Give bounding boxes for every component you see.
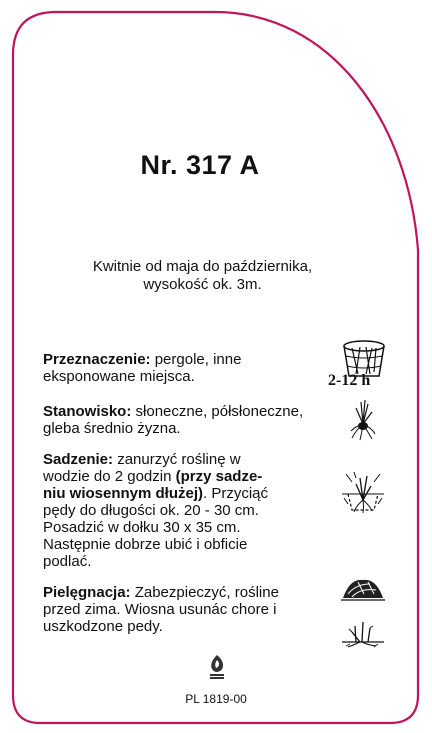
planting-heading: Sadzenie: <box>43 451 114 468</box>
site-heading: Stanowisko: <box>43 403 132 420</box>
mulch-cover-icon <box>340 574 386 602</box>
soak-time: 2-12 h <box>328 372 371 389</box>
variety-number: Nr. 317 A <box>140 150 260 180</box>
bloom-info: Kwitnie od maja do października, wysokość ok. 3m. <box>92 258 313 293</box>
section-purpose: Przeznaczenie: pergole, inne eksponowane miejsca. <box>43 351 242 385</box>
care-heading: Pielęgnacja: <box>43 584 131 601</box>
purpose-heading: Przeznaczenie: <box>43 351 151 368</box>
pruned-shoots-icon <box>340 618 386 648</box>
section-care: Pielęgnacja: Zabezpieczyć, rośline przed zima. Wiosna usunác chore i uszkodzone pedy. <box>43 584 279 635</box>
bare-root-plant-icon <box>348 398 378 442</box>
section-site: Stanowisko: słoneczne, półsłoneczne, gleba średnio żyzna. <box>43 403 304 437</box>
flame-logo-icon <box>208 654 226 680</box>
planting-hole-icon <box>338 470 388 518</box>
section-planting: Sadzenie: zanurzyć roślinę w wodzie do 2 godzin (przy sadze- niu wiosennym dłużej). Przyciąć pędy do długości ok. 20 - 30 cm. Posadzić w dołku 30 x 35 cm. Następnie dobrze ubić i obficie podlać. <box>43 451 269 570</box>
soaking-bucket-icon <box>340 338 388 380</box>
product-code: PL 1819-00 <box>185 692 247 706</box>
